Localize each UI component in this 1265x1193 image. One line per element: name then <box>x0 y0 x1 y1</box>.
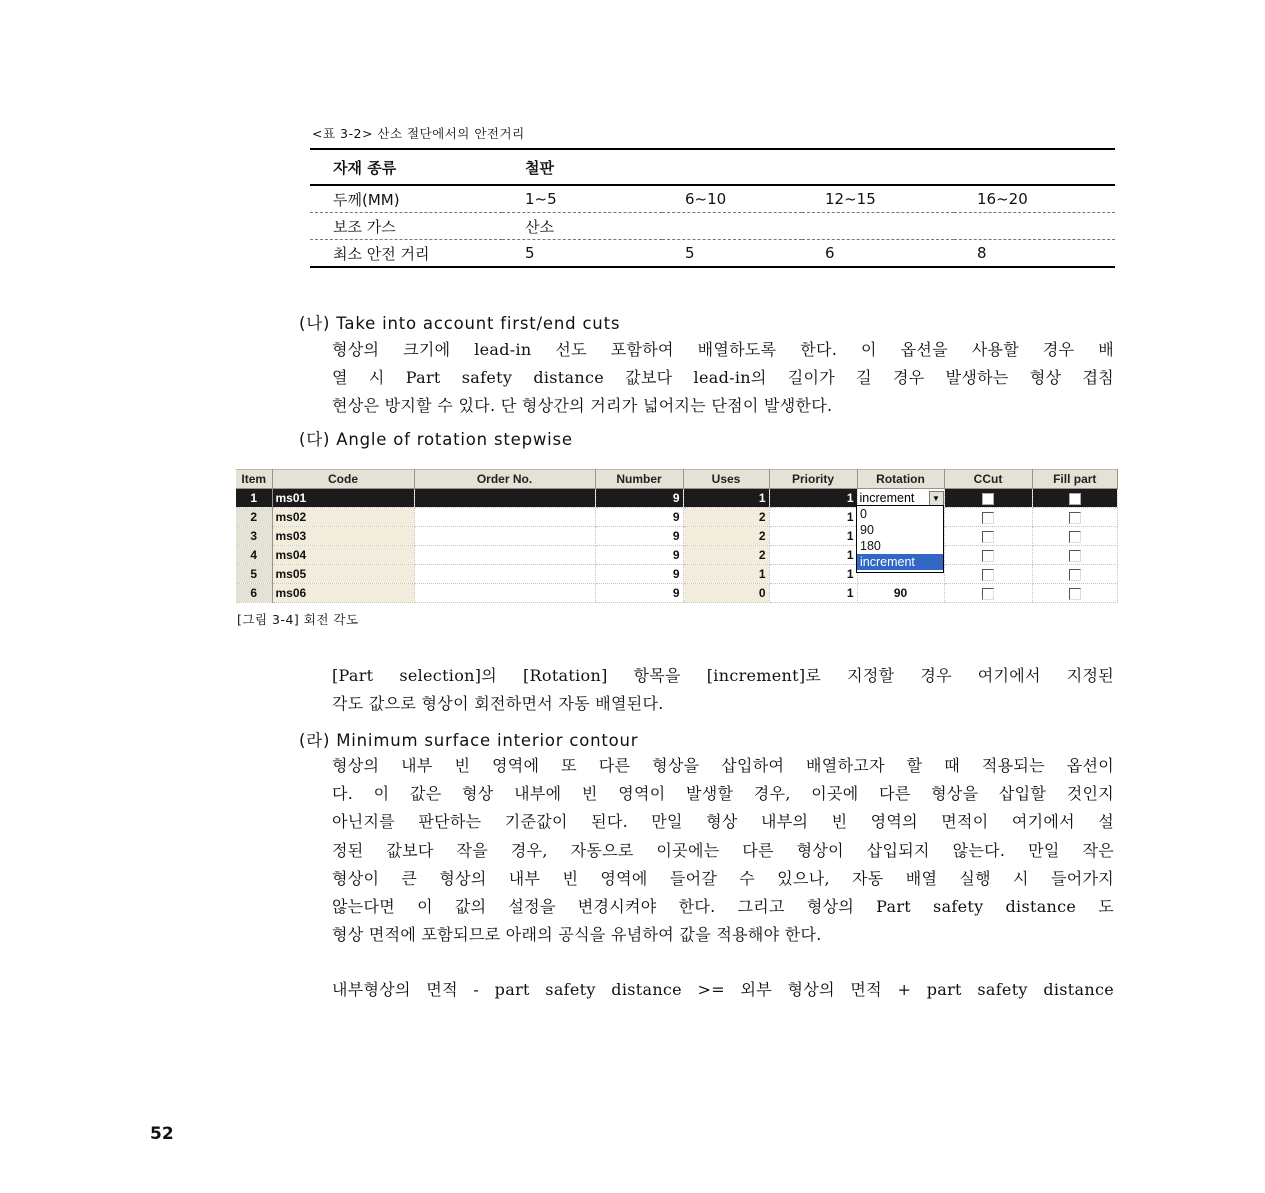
column-header-number[interactable]: Number <box>595 470 683 489</box>
chevron-down-icon[interactable]: ▼ <box>929 491 944 506</box>
paragraph-line: [Part selection]의 [Rotation] 항목을 [increment]로 지정할 경우 여기에서 지정된 <box>332 666 1114 685</box>
table-cell <box>802 213 954 240</box>
code-cell[interactable]: ms02 <box>272 508 414 527</box>
fill-part-checkbox[interactable] <box>1069 493 1081 505</box>
table-row <box>310 240 1115 268</box>
column-header-code[interactable]: Code <box>272 470 414 489</box>
column-header-order-no[interactable]: Order No. <box>414 470 595 489</box>
code-cell[interactable]: ms01 <box>272 489 414 508</box>
fill-part-checkbox[interactable] <box>1069 588 1081 600</box>
section-heading-d: (라) Minimum surface interior contour <box>299 731 639 750</box>
table-row <box>310 185 1115 213</box>
dropdown-option-0[interactable]: 0 <box>860 507 867 521</box>
order-no-cell[interactable] <box>414 489 595 508</box>
paragraph-line: 형상이 큰 형상의 내부 빈 영역에 들어갈 수 있으나, 자동 배열 실행 시 들어가지 <box>332 868 1114 888</box>
column-header-fill-part[interactable]: Fill part <box>1032 470 1118 489</box>
ccut-checkbox[interactable] <box>982 550 994 562</box>
paragraph-line: 형상의 크기에 lead-in 선도 포함하여 배열하도록 한다. 이 옵션을 사용할 경우 배 <box>332 340 1114 359</box>
paragraph-line: 형상 면적에 포함되므로 아래의 공식을 유념하여 값을 적용해야 한다. <box>332 925 822 945</box>
table-cell: 최소 안전 거리 <box>310 240 502 268</box>
paragraph-line: 않는다면 이 값의 설정을 변경시켜야 한다. 그리고 형상의 Part safety distance 도 <box>332 897 1114 917</box>
item-cell[interactable]: 5 <box>236 565 272 584</box>
fill-part-checkbox[interactable] <box>1069 569 1081 581</box>
grid-row-selected[interactable] <box>236 489 1118 508</box>
code-cell[interactable]: ms04 <box>272 546 414 565</box>
page-number: 52 <box>150 1124 174 1144</box>
fill-part-checkbox[interactable] <box>1069 531 1081 543</box>
paragraph-line: 현상은 방지할 수 있다. 단 형상간의 거리가 넓어지는 단점이 발생한다. <box>332 396 833 416</box>
table-cell: 8 <box>954 240 1115 268</box>
uses-cell[interactable]: 0 <box>683 584 769 603</box>
table-cell: 보조 가스 <box>310 213 502 240</box>
fill-part-cell[interactable] <box>1032 584 1118 603</box>
ccut-cell[interactable] <box>944 489 1032 508</box>
fill-part-checkbox[interactable] <box>1069 512 1081 524</box>
table-header-cell <box>662 149 802 185</box>
safety-distance-table <box>310 148 1115 268</box>
ccut-checkbox[interactable] <box>982 569 994 581</box>
fill-part-cell[interactable] <box>1032 546 1118 565</box>
grid-row[interactable] <box>236 527 1118 546</box>
number-cell[interactable]: 9 <box>595 565 683 584</box>
dropdown-option-increment[interactable]: increment <box>857 554 943 570</box>
paragraph-line: 다. 이 값은 형상 내부에 빈 영역이 발생할 경우, 이곳에 다른 형상을 삽입할 것인지 <box>332 784 1114 804</box>
table-header-cell <box>802 149 954 185</box>
ccut-checkbox[interactable] <box>982 531 994 543</box>
ccut-cell[interactable] <box>944 508 1032 527</box>
order-no-cell[interactable] <box>414 565 595 584</box>
table-header-cell: 철판 <box>502 149 662 185</box>
section-d-paragraph <box>332 752 1114 949</box>
item-cell[interactable]: 1 <box>236 489 272 508</box>
fill-part-cell[interactable] <box>1032 527 1118 546</box>
priority-cell[interactable]: 1 <box>769 584 857 603</box>
table-header-cell: 자재 종류 <box>310 149 502 185</box>
table-cell: 1~5 <box>502 185 662 213</box>
priority-cell[interactable]: 1 <box>769 527 857 546</box>
column-header-ccut[interactable]: CCut <box>944 470 1032 489</box>
section-heading-c: (다) Angle of rotation stepwise <box>299 430 573 449</box>
order-no-cell[interactable] <box>414 527 595 546</box>
rotation-dropdown-list[interactable] <box>856 505 944 573</box>
section-heading-b: (나) Take into account first/end cuts <box>299 314 621 333</box>
ccut-cell[interactable] <box>944 546 1032 565</box>
order-no-cell[interactable] <box>414 584 595 603</box>
uses-cell[interactable]: 1 <box>683 489 769 508</box>
fill-part-cell[interactable] <box>1032 489 1118 508</box>
uses-cell[interactable]: 2 <box>683 508 769 527</box>
number-cell[interactable]: 9 <box>595 489 683 508</box>
paragraph-line: 정된 값보다 작을 경우, 자동으로 이곳에는 다른 형상이 삽입되지 않는다. 만일 작은 <box>332 840 1114 860</box>
rotation-combobox-value: increment <box>859 491 915 505</box>
section-b-paragraph <box>332 336 1114 421</box>
ccut-cell[interactable] <box>944 527 1032 546</box>
uses-cell[interactable]: 2 <box>683 527 769 546</box>
rotation-cell[interactable]: 90 <box>857 584 944 603</box>
table-header-row <box>310 149 1115 185</box>
paragraph-line: 형상의 내부 빈 영역에 또 다른 형상을 삽입하여 배열하고자 할 때 적용되는 옵션이 <box>332 756 1114 775</box>
ccut-cell[interactable] <box>944 584 1032 603</box>
table-cell: 산소 <box>502 213 662 240</box>
table-cell: 5 <box>662 240 802 268</box>
number-cell[interactable]: 9 <box>595 508 683 527</box>
paragraph-line: 각도 값으로 형상이 회전하면서 자동 배열된다. <box>332 694 664 714</box>
dropdown-option-180[interactable]: 180 <box>860 539 881 553</box>
item-cell[interactable]: 4 <box>236 546 272 565</box>
priority-cell[interactable]: 1 <box>769 489 857 508</box>
table-caption: <표 3-2> 산소 절단에서의 안전거리 <box>312 126 525 141</box>
paragraph-line: 아닌지를 판단하는 기준값이 된다. 만일 형상 내부의 빈 영역의 면적이 여기에서 설 <box>332 812 1114 832</box>
grid-row[interactable] <box>236 546 1118 565</box>
ccut-checkbox[interactable] <box>982 493 994 505</box>
priority-cell[interactable]: 1 <box>769 546 857 565</box>
code-cell[interactable]: ms03 <box>272 527 414 546</box>
formula <box>332 976 1114 1004</box>
grid-row[interactable] <box>236 565 1118 584</box>
column-header-item[interactable]: Item <box>236 470 272 489</box>
fill-part-cell[interactable] <box>1032 565 1118 584</box>
table-cell: 두께(MM) <box>310 185 502 213</box>
dropdown-option-90[interactable]: 90 <box>860 523 874 537</box>
table-cell <box>954 213 1115 240</box>
grid-row[interactable] <box>236 508 1118 527</box>
fill-part-cell[interactable] <box>1032 508 1118 527</box>
grid-header-row <box>236 470 1118 489</box>
ccut-checkbox[interactable] <box>982 588 994 600</box>
grid-row[interactable] <box>236 584 1118 603</box>
table-cell <box>662 213 802 240</box>
table-cell: 12~15 <box>802 185 954 213</box>
code-cell[interactable]: ms06 <box>272 584 414 603</box>
code-cell[interactable]: ms05 <box>272 565 414 584</box>
column-header-rotation[interactable]: Rotation <box>857 470 944 489</box>
table-header-cell <box>954 149 1115 185</box>
paragraph-line: 열 시 Part safety distance 값보다 lead-in의 길이가 길 경우 발생하는 형상 겹침 <box>332 368 1114 388</box>
table-cell: 6 <box>802 240 954 268</box>
order-no-cell[interactable] <box>414 508 595 527</box>
table-cell: 6~10 <box>662 185 802 213</box>
rotation-paragraph <box>332 662 1114 718</box>
priority-cell[interactable]: 1 <box>769 508 857 527</box>
table-cell: 5 <box>502 240 662 268</box>
formula-text: 내부형상의 면적 - part safety distance >= 외부 형상의 면적 + part safety distance <box>332 980 1114 999</box>
ccut-checkbox[interactable] <box>982 512 994 524</box>
fill-part-checkbox[interactable] <box>1069 550 1081 562</box>
number-cell[interactable]: 9 <box>595 584 683 603</box>
column-header-uses[interactable]: Uses <box>683 470 769 489</box>
priority-cell[interactable]: 1 <box>769 565 857 584</box>
ccut-cell[interactable] <box>944 565 1032 584</box>
part-selection-grid <box>236 469 1118 601</box>
order-no-cell[interactable] <box>414 546 595 565</box>
item-cell[interactable]: 2 <box>236 508 272 527</box>
figure-caption: [그림 3-4] 회전 각도 <box>237 612 359 627</box>
column-header-priority[interactable]: Priority <box>769 470 857 489</box>
uses-cell[interactable]: 1 <box>683 565 769 584</box>
uses-cell[interactable]: 2 <box>683 546 769 565</box>
item-cell[interactable]: 3 <box>236 527 272 546</box>
item-cell[interactable]: 6 <box>236 584 272 603</box>
number-cell[interactable]: 9 <box>595 527 683 546</box>
table-row <box>310 213 1115 240</box>
number-cell[interactable]: 9 <box>595 546 683 565</box>
table-cell: 16~20 <box>954 185 1115 213</box>
